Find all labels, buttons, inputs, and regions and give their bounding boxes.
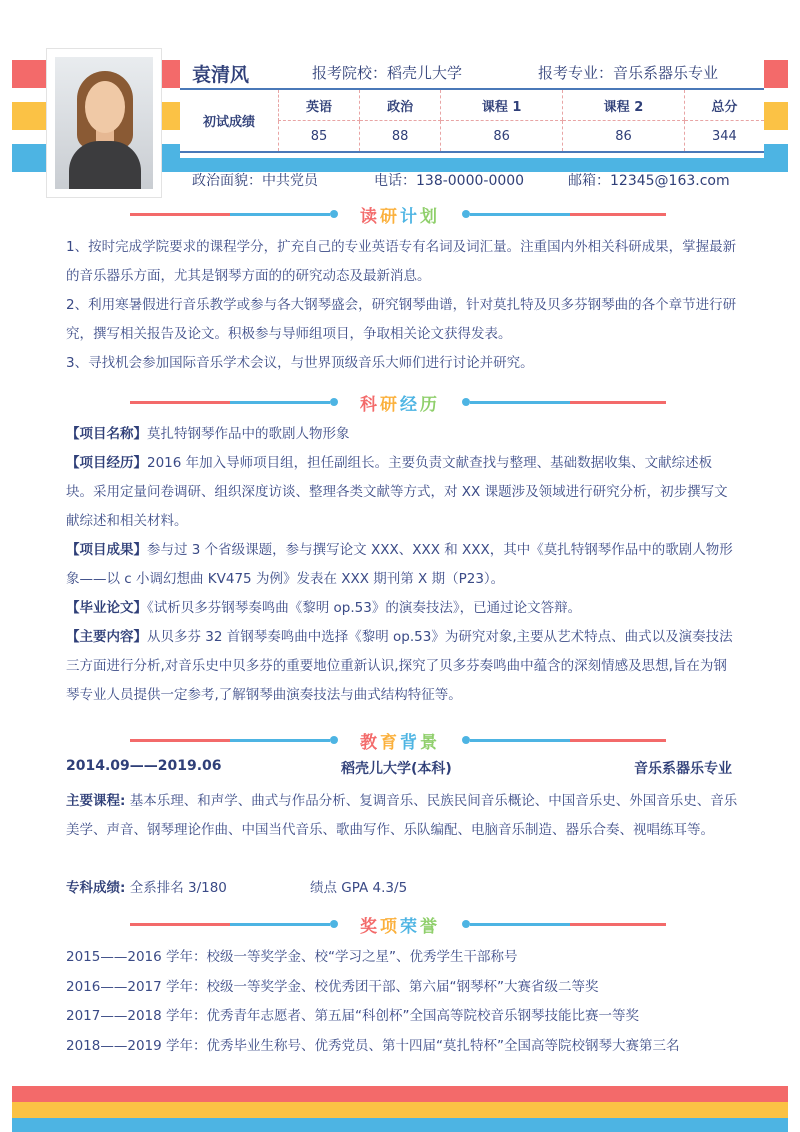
section-title-education: 教育背景: [360, 733, 440, 753]
target-major: 报考专业：音乐系器乐专业: [538, 64, 719, 82]
score-table-header: [180, 89, 764, 121]
footer-stripe-red: [12, 1086, 788, 1102]
subject-english: 英语: [279, 89, 360, 121]
score-politics: 88: [360, 121, 441, 153]
score-course-2: 86: [563, 121, 685, 153]
research-item-thesis: 【毕业论文】《试析贝多芬钢琴奏鸣曲《黎明 op.53》的演奏技法》，已通过论文答辩。: [66, 600, 582, 616]
footer-stripe-yellow: [12, 1102, 788, 1118]
score-label: 初试成绩: [180, 89, 279, 152]
subject-total: 总分: [684, 89, 764, 121]
education-school: 稻壳儿大学(本科): [341, 761, 452, 777]
subject-course-1: 课程 1: [441, 89, 563, 121]
score-english: 85: [279, 121, 360, 153]
award-item-4: 2018——2019 学年：优秀毕业生称号、优秀党员、第十四届“莫扎特杯”全国高等院校钢琴大赛第三名: [66, 1038, 680, 1054]
award-item-2: 2016——2017 学年：校级一等奖学金、校优秀团干部、第六届“钢琴杯”大赛省级二等奖: [66, 979, 599, 995]
section-title-awards: 奖项荣誉: [360, 917, 440, 937]
research-item-content: 【主要内容】从贝多芬 32 首钢琴奏鸣曲中选择《黎明 op.53》为研究对象,主要从艺术特点、曲式以及演奏技法三方面进行分析,对音乐史中贝多芬的重要地位重新认识,探究了贝多芬奏鸣曲中蕴含的深刻情感及思想,旨在为钢琴专业人员提供一定参考,了解钢琴曲演奏技法与曲式结构特征等。: [66, 629, 733, 703]
award-item-3: 2017——2018 学年：优秀青年志愿者、第五届“科创杯”全国高等院校音乐钢琴技能比赛一等奖: [66, 1008, 639, 1024]
subject-politics: 政治: [360, 89, 441, 121]
subject-course-2: 课程 2: [563, 89, 685, 121]
candidate-name: 袁清风: [192, 64, 250, 86]
score-table: [180, 88, 764, 153]
score-course-1: 86: [441, 121, 563, 153]
award-item-1: 2015——2016 学年：校级一等奖学金、校“学习之星”、优秀学生干部称号: [66, 949, 518, 965]
education-period: 2014.09——2019.06: [66, 758, 222, 774]
plan-item-1: 1、按时完成学院要求的课程学分，扩充自己的专业英语专有名词及词汇量。注重国内外相关科研成果，掌握最新的音乐器乐方面，尤其是钢琴方面的的研究动态及最新消息。: [66, 239, 737, 284]
education-courses: 主要课程: 基本乐理、和声学、曲式与作品分析、复调音乐、民族民间音乐概论、中国音乐史、外国音乐史、音乐美学、声音、钢琴理论作曲、中国当代音乐、歌曲写作、乐队编配、电脑音乐制造、器乐合奏、视唱练耳等。: [66, 793, 738, 838]
political-status: 政治面貌：中共党员: [192, 173, 318, 189]
section-title-plan: 读研计划: [360, 207, 440, 227]
email: 邮箱：12345@163.com: [568, 173, 730, 189]
profile-photo: [55, 57, 153, 189]
phone: 电话：138-0000-0000: [374, 173, 525, 189]
education-major: 音乐系器乐专业: [634, 761, 732, 777]
research-item-experience: 【项目经历】2016 年加入导师项目组，担任副组长。主要负责文献查找与整理、基础数据收集、文献综述板块。采用定量问卷调研、组织深度访谈、整理各类文献等方式，对 XX 课题涉及领域进行研究分析，初步撰写文献综述和相关材料。: [66, 455, 728, 529]
score-total: 344: [684, 121, 764, 153]
plan-item-3: 3、寻找机会参加国际音乐学术会议，与世界顶级音乐大师们进行讨论并研究。: [66, 355, 534, 371]
plan-item-2: 2、利用寒暑假进行音乐教学或参与各大钢琴盛会，研究钢琴曲谱，针对莫扎特及贝多芬钢琴曲的各个章节进行研究，撰写相关报告及论文。积极参与导师组项目，争取相关论文获得发表。: [66, 297, 737, 342]
research-item-name: 【项目名称】莫扎特钢琴作品中的歌剧人物形象: [66, 426, 350, 442]
education-scores: 专科成绩: 全系排名 3/180 绩点 GPA 4.3/5: [66, 880, 408, 896]
section-title-research: 科研经历: [360, 395, 440, 415]
footer-stripe-blue: [12, 1118, 788, 1132]
target-school: 报考院校：稻壳儿大学: [312, 64, 463, 82]
profile-photo-frame: [47, 49, 161, 197]
research-item-results: 【项目成果】参与过 3 个省级课题，参与撰写论文 XXX、XXX 和 XXX，其中《莫扎特钢琴作品中的歌剧人物形象——以 c 小调幻想曲 KV475 为例》发表在 XXX 期刊第 X 期（P23）。: [66, 542, 733, 587]
